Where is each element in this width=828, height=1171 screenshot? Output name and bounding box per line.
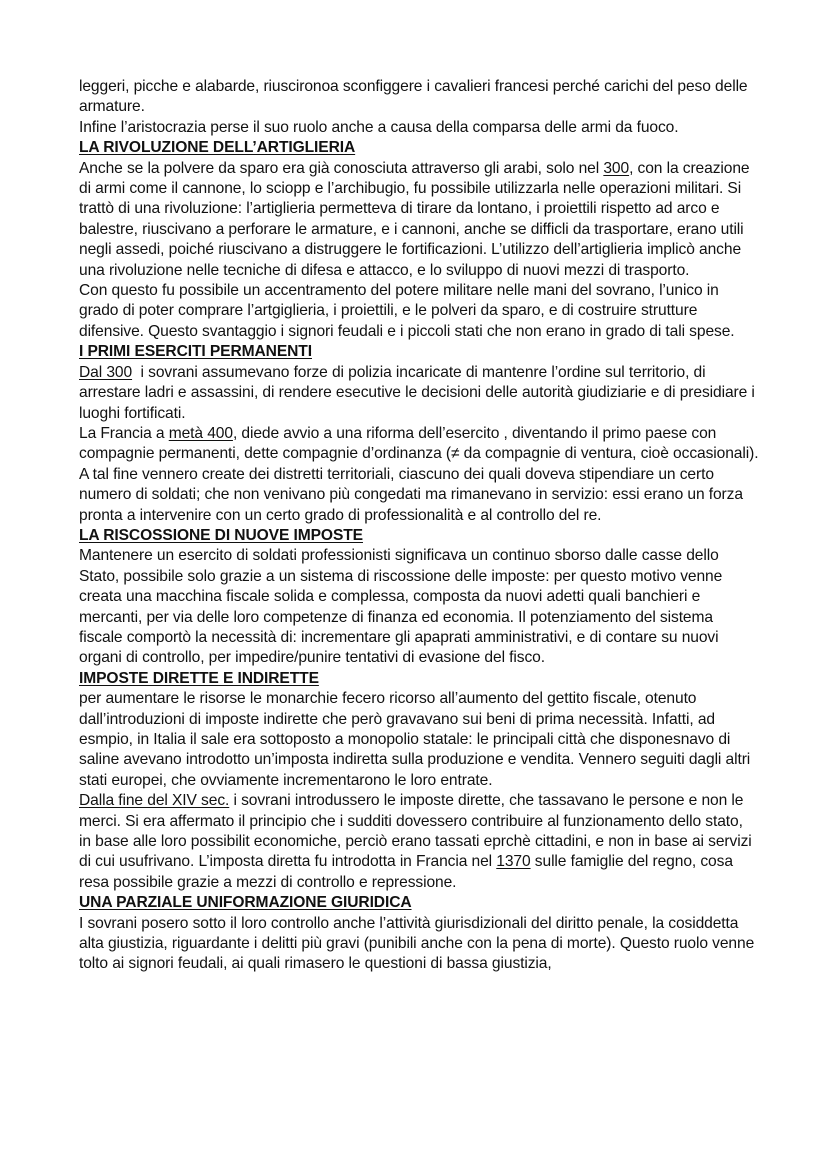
heading-eserciti-permanenti: I PRIMI ESERCITI PERMANENTI xyxy=(79,343,312,361)
paragraph-armi-da-fuoco: Infine l’aristocrazia perse il suo ruolo anche a causa della comparsa delle armi da fuoco. xyxy=(79,118,679,136)
text-run: i sovrani introdussero le imposte dirette, che tassavano le persone e non le merci. Si era affermato il principio che i sudditi dovessero contribuire al funzionamento dello stato, in base alle loro possibilit economiche, perciò erano tassati eprchè cittadini, e non in base ai servizi di cui usufrivano. L’imposta diretta fu introdotta in Francia nel xyxy=(79,792,752,871)
paragraph-macchina-fiscale: Mantenere un esercito di soldati professionisti significava un continuo sborso dalle casse dello Stato, possibile solo grazie a un sistema di riscossione delle imposte: per questo motivo venne creata una macchina fiscale solida e complessa, composta da nuovi adetti quali banchieri e mercanti, per via delle loro competenze di finanza ed economia. Il potenziamento del sistema fiscale comportò la necessità di: incrementare gli apaprati amministrativi, e di contare su nuovi organi di controllo, per impedire/punire tentativi di evasione del fisco. xyxy=(79,547,723,667)
text-run: i sovrani assumevano forze di polizia incaricate di mantenre l’ordine sul territorio, di arrestare ladri e assassini, di rendere esecutive le decisioni delle autorità giudiziarie e di presidiare i luoghi fortificati. xyxy=(79,363,760,422)
paragraph-imposte-indirette: per aumentare le risorse le monarchie fecero ricorso all’aumento del gettito fiscale, otenuto dall’introduzioni di imposte indirette che però gravavano sui beni di prima necessità. Infatti, ad esmpio, in Italia il sale era sottoposto a monopolio statale: le principali città che disponesnavo di saline avevano introdotto un’imposta indiretta sulla produzione e vendita. Vennero seguiti dagli altri stati europei, che ovviamente incrementarono le loro entrate. xyxy=(79,690,751,789)
paragraph-francia-esercito xyxy=(79,424,759,526)
paragraph-polizia xyxy=(79,363,759,424)
underlined-date: Dal 300 xyxy=(79,363,133,381)
paragraph-artiglieria xyxy=(79,159,759,281)
heading-imposte-dirette-indirette: IMPOSTE DIRETTE E INDIRETTE xyxy=(79,669,319,687)
heading-uniformazione-giuridica: UNA PARZIALE UNIFORMAZIONE GIURIDICA xyxy=(79,894,412,912)
text-run: , con la creazione di armi come il cannone, lo sciopp e l’archibugio, fu possibile utilizzarla nelle operazioni militari. Si trattò di una rivoluzione: l’artiglieria permetteva di tirare da lontano, i proiettili rispetto ad arco e balestre, riuscivano a perforare le armature, e i cannoni, anche se difficli da trasportare, erano utili negli assedi, poiché riuscivano a distruggere le fortificazioni. L’utilizzo dell’artiglieria implicò anche una rivoluzione nelle tecniche di difesa e attacco, e lo sviluppo di nuovi mezzi di trasporto. xyxy=(79,159,750,279)
text-run: , diede avvio a una riforma dell’esercito , diventando il primo paese con compagnie permanenti, dette compagnie d’ordinanza (≠ da compagnie di ventura, cioè occasionali). A tal fine vennero create dei distretti territoriali, ciascuno dei quali doveva stipendiare un certo numero di soldati; che non venivano più congedati ma rimanevano in servizio: essi erano un forza pronta a intervenire con un certo grado di professionalità e al controllo del re. xyxy=(79,424,759,524)
paragraph-armature: leggeri, picche e alabarde, riuscironoa sconfiggere i cavalieri francesi perché carichi del peso delle armature. xyxy=(79,78,748,116)
text-run: La Francia a xyxy=(79,424,169,442)
underlined-date: 300 xyxy=(603,159,630,177)
paragraph-alta-giustizia: I sovrani posero sotto il loro controllo anche l’attività giurisdizionali del diritto penale, la cosiddetta alta giustizia, riguardante i delitti più gravi (punibili anche con la pena di morte). Questo ruolo venne tolto ai signori feudali, ai quali rimasero le questioni di bassa giustizia, xyxy=(79,914,755,973)
text-run: sulle famiglie del regno, cosa resa possibile grazie a mezzi di controllo e repressione. xyxy=(79,853,733,891)
document-body xyxy=(79,77,759,975)
heading-riscossione-imposte: LA RISCOSSIONE DI NUOVE IMPOSTE xyxy=(79,526,363,544)
underlined-date: metà 400 xyxy=(168,424,233,442)
heading-rivoluzione-artiglieria: LA RIVOLUZIONE DELL’ARTIGLIERIA xyxy=(79,139,356,157)
text-run: Anche se la polvere da sparo era già conosciuta attraverso gli arabi, solo nel xyxy=(79,159,604,177)
paragraph-accentramento: Con questo fu possibile un accentramento del potere militare nelle mani del sovrano, l’unico in grado di poter comprare l’artgiglieria, i proiettili, e le polveri da sparo, e di costruire strutture difensive. Questo svantaggio i signori feudali e i piccoli stati che non erano in grado di tali spese. xyxy=(79,282,735,340)
underlined-date: Dalla fine del XIV sec. xyxy=(79,792,230,810)
underlined-date: 1370 xyxy=(496,853,531,871)
paragraph-imposte-dirette xyxy=(79,791,759,893)
